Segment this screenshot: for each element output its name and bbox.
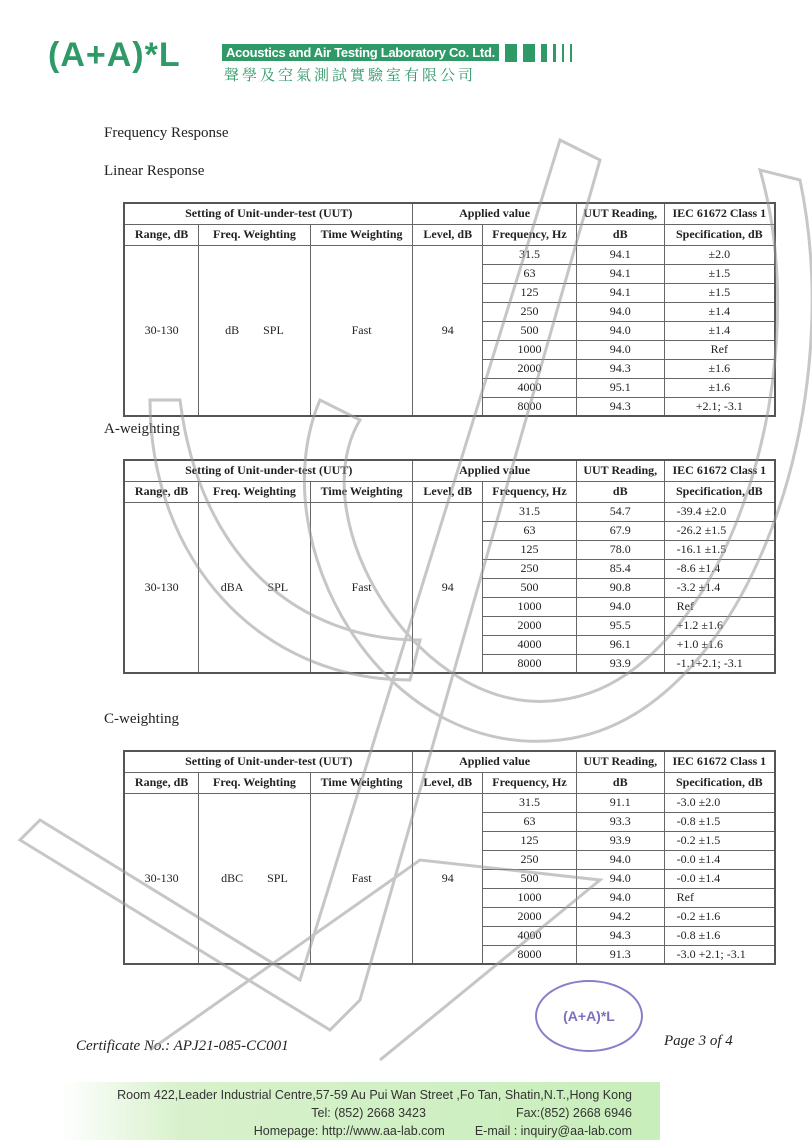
address-block	[60, 1082, 660, 1140]
spec-cell: ±2.0	[664, 245, 775, 264]
level-cell: 94	[413, 793, 483, 964]
company-name-en: Acoustics and Air Testing Laboratory Co. Ltd.	[222, 44, 499, 61]
header-db: dB	[576, 481, 664, 502]
frequency-cell: 4000	[483, 635, 577, 654]
freq-weighting-cell	[199, 502, 311, 673]
frequency-cell: 250	[483, 302, 577, 321]
level-cell: 94	[413, 502, 483, 673]
header-spec: Specification, dB	[664, 224, 775, 245]
header-row	[124, 481, 775, 502]
header-banner-row	[222, 44, 572, 62]
reading-cell: 94.3	[576, 397, 664, 416]
reading-cell: 94.1	[576, 264, 664, 283]
reading-cell: 93.3	[576, 812, 664, 831]
reading-cell: 94.0	[576, 869, 664, 888]
table-title: C-weighting	[104, 711, 179, 727]
spec-cell: -0.8 ±1.5	[664, 812, 775, 831]
weighting: dBA	[220, 579, 244, 594]
header-uut-reading: UUT Reading,	[576, 751, 664, 772]
weighting: dBC	[221, 870, 244, 885]
certificate-number: Certificate No.: APJ21-085-CC001	[76, 1038, 289, 1054]
reading-cell: 93.9	[576, 831, 664, 850]
header-iec: IEC 61672 Class 1	[664, 203, 775, 224]
time-weighting-cell: Fast	[310, 502, 413, 673]
reading-cell: 94.0	[576, 340, 664, 359]
company-logo: (A+A)*L	[48, 36, 181, 74]
reading-cell: 67.9	[576, 521, 664, 540]
time-weighting-cell: Fast	[310, 245, 413, 416]
header-iec: IEC 61672 Class 1	[664, 751, 775, 772]
spec-cell: ±1.4	[664, 321, 775, 340]
frequency-cell: 500	[483, 869, 577, 888]
spec-cell: +1.0 ±1.6	[664, 635, 775, 654]
weighting: dB	[225, 322, 240, 337]
spec-cell: -0.8 ±1.6	[664, 926, 775, 945]
reading-cell: 90.8	[576, 578, 664, 597]
spec-cell: +2.1; -3.1	[664, 397, 775, 416]
header-range: Range, dB	[124, 224, 199, 245]
header-level: Level, dB	[413, 481, 483, 502]
frequency-cell: 500	[483, 321, 577, 340]
spec-cell: -0.2 ±1.5	[664, 831, 775, 850]
spec-cell: -26.2 ±1.5	[664, 521, 775, 540]
table-row	[124, 502, 775, 521]
frequency-cell: 1000	[483, 340, 577, 359]
header-spec: Specification, dB	[664, 481, 775, 502]
freq-weighting-cell	[199, 245, 311, 416]
reading-cell: 94.1	[576, 245, 664, 264]
spec-cell: -3.0 ±2.0	[664, 793, 775, 812]
header-row	[124, 203, 775, 224]
reading-cell: 94.0	[576, 850, 664, 869]
homepage-link[interactable]: Homepage: http://www.aa-lab.com	[253, 1124, 445, 1138]
frequency-cell: 250	[483, 850, 577, 869]
frequency-response-table	[123, 202, 776, 417]
spec-cell: -3.2 ±1.4	[664, 578, 775, 597]
spec-cell: ±1.6	[664, 359, 775, 378]
frequency-cell: 4000	[483, 378, 577, 397]
frequency-response-table	[123, 750, 776, 965]
page-number: Page 3 of 4	[664, 1033, 733, 1049]
header-level: Level, dB	[413, 772, 483, 793]
header-applied-value: Applied value	[413, 203, 576, 224]
section-title: Frequency Response	[104, 125, 229, 141]
header-db: dB	[576, 772, 664, 793]
reading-cell: 91.1	[576, 793, 664, 812]
spec-cell: -0.0 ±1.4	[664, 850, 775, 869]
header-uut-settings: Setting of Unit-under-test (UUT)	[124, 203, 413, 224]
reading-cell: 93.9	[576, 654, 664, 673]
header-uut-settings: Setting of Unit-under-test (UUT)	[124, 460, 413, 481]
reading-cell: 94.0	[576, 888, 664, 907]
spec-cell: ±1.4	[664, 302, 775, 321]
header-freq-weighting: Freq. Weighting	[199, 224, 311, 245]
spec-cell: ±1.6	[664, 378, 775, 397]
contact-line-2	[60, 1122, 632, 1140]
header-iec: IEC 61672 Class 1	[664, 460, 775, 481]
header-uut-reading: UUT Reading,	[576, 460, 664, 481]
frequency-cell: 31.5	[483, 245, 577, 264]
header-applied-value: Applied value	[413, 460, 576, 481]
frequency-cell: 1000	[483, 597, 577, 616]
header-spec: Specification, dB	[664, 772, 775, 793]
frequency-cell: 2000	[483, 359, 577, 378]
spec-cell: Ref	[664, 597, 775, 616]
spec-cell: ±1.5	[664, 283, 775, 302]
spec-cell: -8.6 ±1.4	[664, 559, 775, 578]
frequency-cell: 250	[483, 559, 577, 578]
spec-cell: -3.0 +2.1; -3.1	[664, 945, 775, 964]
range-cell: 30-130	[124, 245, 199, 416]
header-row	[124, 772, 775, 793]
spec-cell: -0.2 ±1.6	[664, 907, 775, 926]
frequency-cell: 125	[483, 283, 577, 302]
header-freq-weighting: Freq. Weighting	[199, 772, 311, 793]
reading-cell: 94.3	[576, 926, 664, 945]
address: Room 422,Leader Industrial Centre,57-59 Au Pui Wan Street ,Fo Tan, Shatin,N.T.,Hong Kong	[117, 1088, 632, 1102]
header-row	[124, 460, 775, 481]
spl: SPL	[267, 579, 289, 594]
table-title: Linear Response	[104, 163, 205, 179]
email-link[interactable]: E-mail : inquiry@aa-lab.com	[474, 1124, 632, 1138]
table-title: A-weighting	[104, 421, 180, 437]
frequency-cell: 2000	[483, 907, 577, 926]
header-time-weighting: Time Weighting	[310, 224, 413, 245]
spec-cell: -16.1 ±1.5	[664, 540, 775, 559]
stamp-text: (A+A)*L	[563, 1008, 615, 1024]
level-cell: 94	[413, 245, 483, 416]
time-weighting-cell: Fast	[310, 793, 413, 964]
reading-cell: 94.0	[576, 597, 664, 616]
header-freq-weighting: Freq. Weighting	[199, 481, 311, 502]
spec-cell: -39.4 ±2.0	[664, 502, 775, 521]
reading-cell: 95.5	[576, 616, 664, 635]
header-row	[124, 224, 775, 245]
frequency-cell: 31.5	[483, 793, 577, 812]
frequency-cell: 125	[483, 540, 577, 559]
frequency-cell: 1000	[483, 888, 577, 907]
freq-weighting-cell	[199, 793, 311, 964]
spec-cell: Ref	[664, 888, 775, 907]
spec-cell: -1.1+2.1; -3.1	[664, 654, 775, 673]
frequency-response-table	[123, 459, 776, 674]
header-range: Range, dB	[124, 772, 199, 793]
header-level: Level, dB	[413, 224, 483, 245]
header-db: dB	[576, 224, 664, 245]
header-applied-value: Applied value	[413, 751, 576, 772]
frequency-cell: 125	[483, 831, 577, 850]
reading-cell: 54.7	[576, 502, 664, 521]
header-row	[124, 751, 775, 772]
reading-cell: 96.1	[576, 635, 664, 654]
spl: SPL	[263, 322, 284, 337]
reading-cell: 85.4	[576, 559, 664, 578]
frequency-cell: 31.5	[483, 502, 577, 521]
company-stamp	[535, 980, 643, 1052]
spl: SPL	[267, 870, 288, 885]
reading-cell: 95.1	[576, 378, 664, 397]
header-frequency: Frequency, Hz	[483, 772, 577, 793]
header-uut-reading: UUT Reading,	[576, 203, 664, 224]
table-row	[124, 793, 775, 812]
frequency-cell: 4000	[483, 926, 577, 945]
reading-cell: 78.0	[576, 540, 664, 559]
frequency-cell: 63	[483, 521, 577, 540]
header-frequency: Frequency, Hz	[483, 481, 577, 502]
telephone: Tel: (852) 2668 3423	[311, 1106, 426, 1120]
reading-cell: 94.1	[576, 283, 664, 302]
reading-cell: 91.3	[576, 945, 664, 964]
spec-cell: -0.0 ±1.4	[664, 869, 775, 888]
company-name-cn: 聲學及空氣測試實驗室有限公司	[224, 66, 477, 84]
header-time-weighting: Time Weighting	[310, 481, 413, 502]
header-range: Range, dB	[124, 481, 199, 502]
spec-cell: +1.2 ±1.6	[664, 616, 775, 635]
range-cell: 30-130	[124, 502, 199, 673]
reading-cell: 94.2	[576, 907, 664, 926]
contact-line-1	[60, 1104, 632, 1122]
reading-cell: 94.0	[576, 302, 664, 321]
frequency-cell: 8000	[483, 397, 577, 416]
header-uut-settings: Setting of Unit-under-test (UUT)	[124, 751, 413, 772]
header-frequency: Frequency, Hz	[483, 224, 577, 245]
table-row	[124, 245, 775, 264]
frequency-cell: 500	[483, 578, 577, 597]
spec-cell: ±1.5	[664, 264, 775, 283]
header-time-weighting: Time Weighting	[310, 772, 413, 793]
frequency-cell: 8000	[483, 654, 577, 673]
range-cell: 30-130	[124, 793, 199, 964]
logo-bars	[505, 44, 572, 62]
frequency-cell: 63	[483, 264, 577, 283]
frequency-cell: 8000	[483, 945, 577, 964]
reading-cell: 94.3	[576, 359, 664, 378]
frequency-cell: 63	[483, 812, 577, 831]
spec-cell: Ref	[664, 340, 775, 359]
fax: Fax:(852) 2668 6946	[515, 1106, 632, 1120]
reading-cell: 94.0	[576, 321, 664, 340]
frequency-cell: 2000	[483, 616, 577, 635]
